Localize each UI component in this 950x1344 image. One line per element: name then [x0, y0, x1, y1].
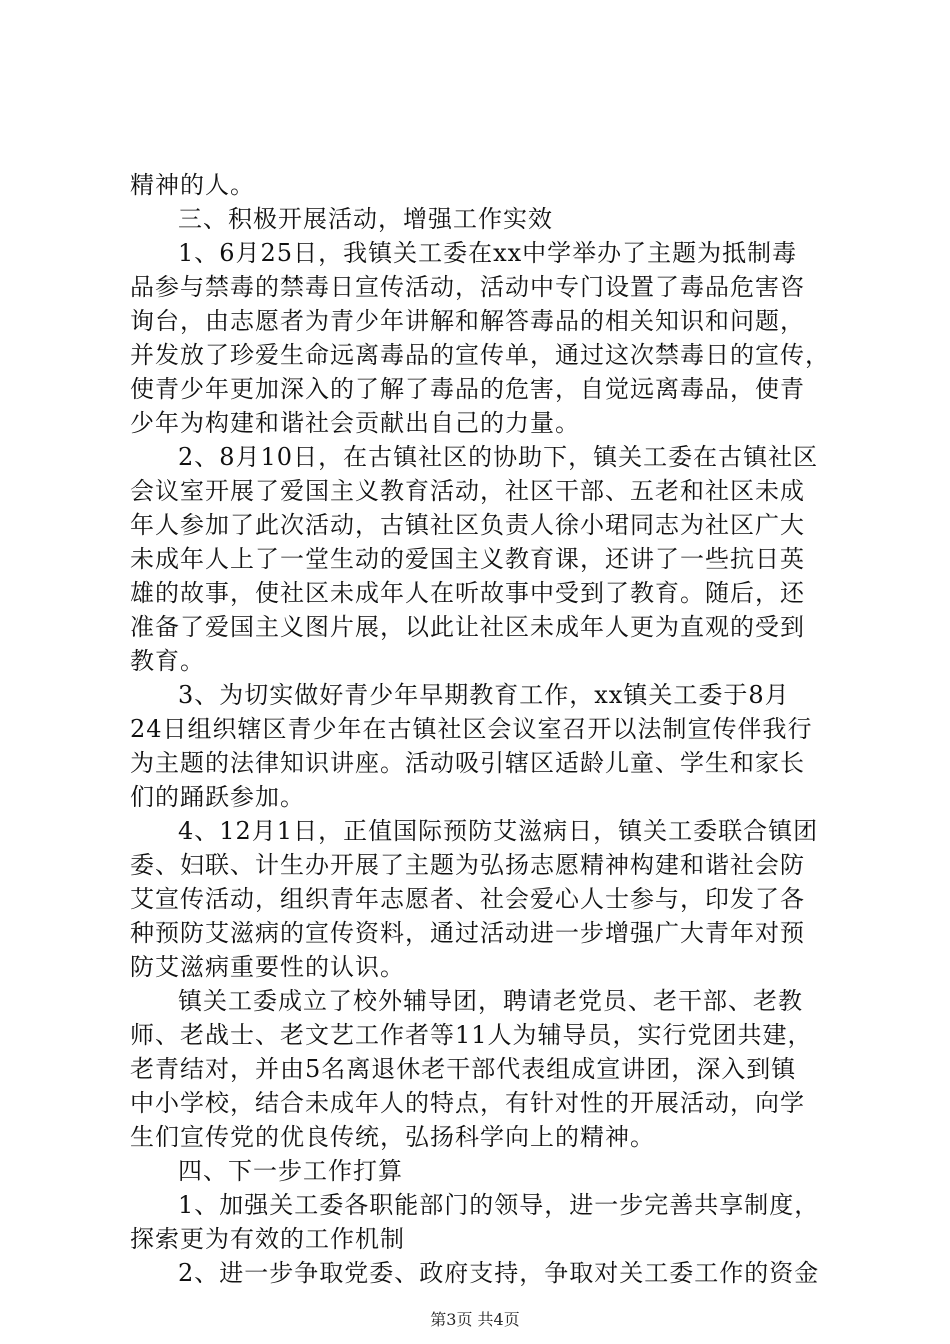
text-line: 询台，由志愿者为青少年讲解和解答毒品的相关知识和问题， — [130, 307, 805, 335]
text-line: 防艾滋病重要性的认识。 — [130, 953, 405, 981]
text-line: 1、加强关工委各职能部门的领导，进一步完善共享制度， — [178, 1191, 820, 1219]
text-line: 师、老战士、老文艺工作者等11人为辅导员，实行党团共建， — [130, 1021, 813, 1049]
text-line: 品参与禁毒的禁毒日宣传活动，活动中专门设置了毒品危害咨 — [130, 273, 805, 301]
section-heading: 四、下一步工作打算 — [178, 1157, 403, 1185]
text-line: 3、为切实做好青少年早期教育工作，xx镇关工委于8月 — [178, 681, 790, 709]
text-line: 准备了爱国主义图片展，以此让社区未成年人更为直观的受到 — [130, 613, 805, 641]
text-line: 为主题的法律知识讲座。活动吸引辖区适龄儿童、学生和家长 — [130, 749, 805, 777]
text-line: 雄的故事，使社区未成年人在听故事中受到了教育。随后，还 — [130, 579, 805, 607]
text-line: 2、进一步争取党委、政府支持，争取对关工委工作的资金 — [178, 1259, 820, 1287]
text-line: 艾宣传活动，组织青年志愿者、社会爱心人士参与，印发了各 — [130, 885, 805, 913]
text-line: 们的踊跃参加。 — [130, 783, 305, 811]
text-line: 2、8月10日，在古镇社区的协助下，镇关工委在古镇社区 — [178, 443, 819, 471]
text-line: 24日组织辖区青少年在古镇社区会议室召开以法制宣传伴我行 — [130, 715, 813, 743]
text-line: 少年为构建和谐社会贡献出自己的力量。 — [130, 409, 580, 437]
text-line: 教育。 — [130, 647, 205, 675]
text-line: 委、妇联、计生办开展了主题为弘扬志愿精神构建和谐社会防 — [130, 851, 805, 879]
text-line: 使青少年更加深入的了解了毒品的危害，自觉远离毒品，使青 — [130, 375, 805, 403]
section-heading: 三、积极开展活动，增强工作实效 — [178, 205, 553, 233]
text-line: 生们宣传党的优良传统，弘扬科学向上的精神。 — [130, 1123, 655, 1151]
text-line: 会议室开展了爱国主义教育活动，社区干部、五老和社区未成 — [130, 477, 805, 505]
text-line: 1、6月25日，我镇关工委在xx中学举办了主题为抵制毒 — [178, 239, 798, 267]
text-line: 镇关工委成立了校外辅导团，聘请老党员、老干部、老教 — [178, 987, 803, 1015]
text-line: 并发放了珍爱生命远离毒品的宣传单，通过这次禁毒日的宣传， — [130, 341, 830, 369]
text-line: 年人参加了此次活动，古镇社区负责人徐小珺同志为社区广大 — [130, 511, 805, 539]
text-line: 精神的人。 — [130, 171, 255, 199]
text-line: 种预防艾滋病的宣传资料，通过活动进一步增强广大青年对预 — [130, 919, 805, 947]
text-line: 探索更为有效的工作机制 — [130, 1225, 405, 1253]
text-line: 未成年人上了一堂生动的爱国主义教育课，还讲了一些抗日英 — [130, 545, 805, 573]
text-line: 中小学校，结合未成年人的特点，有针对性的开展活动，向学 — [130, 1089, 805, 1117]
page-number-footer: 第3页 共4页 — [430, 1310, 520, 1329]
text-line: 4、12月1日，正值国际预防艾滋病日，镇关工委联合镇团 — [178, 817, 819, 845]
text-line: 老青结对，并由5名离退休老干部代表组成宣讲团，深入到镇 — [130, 1055, 797, 1083]
